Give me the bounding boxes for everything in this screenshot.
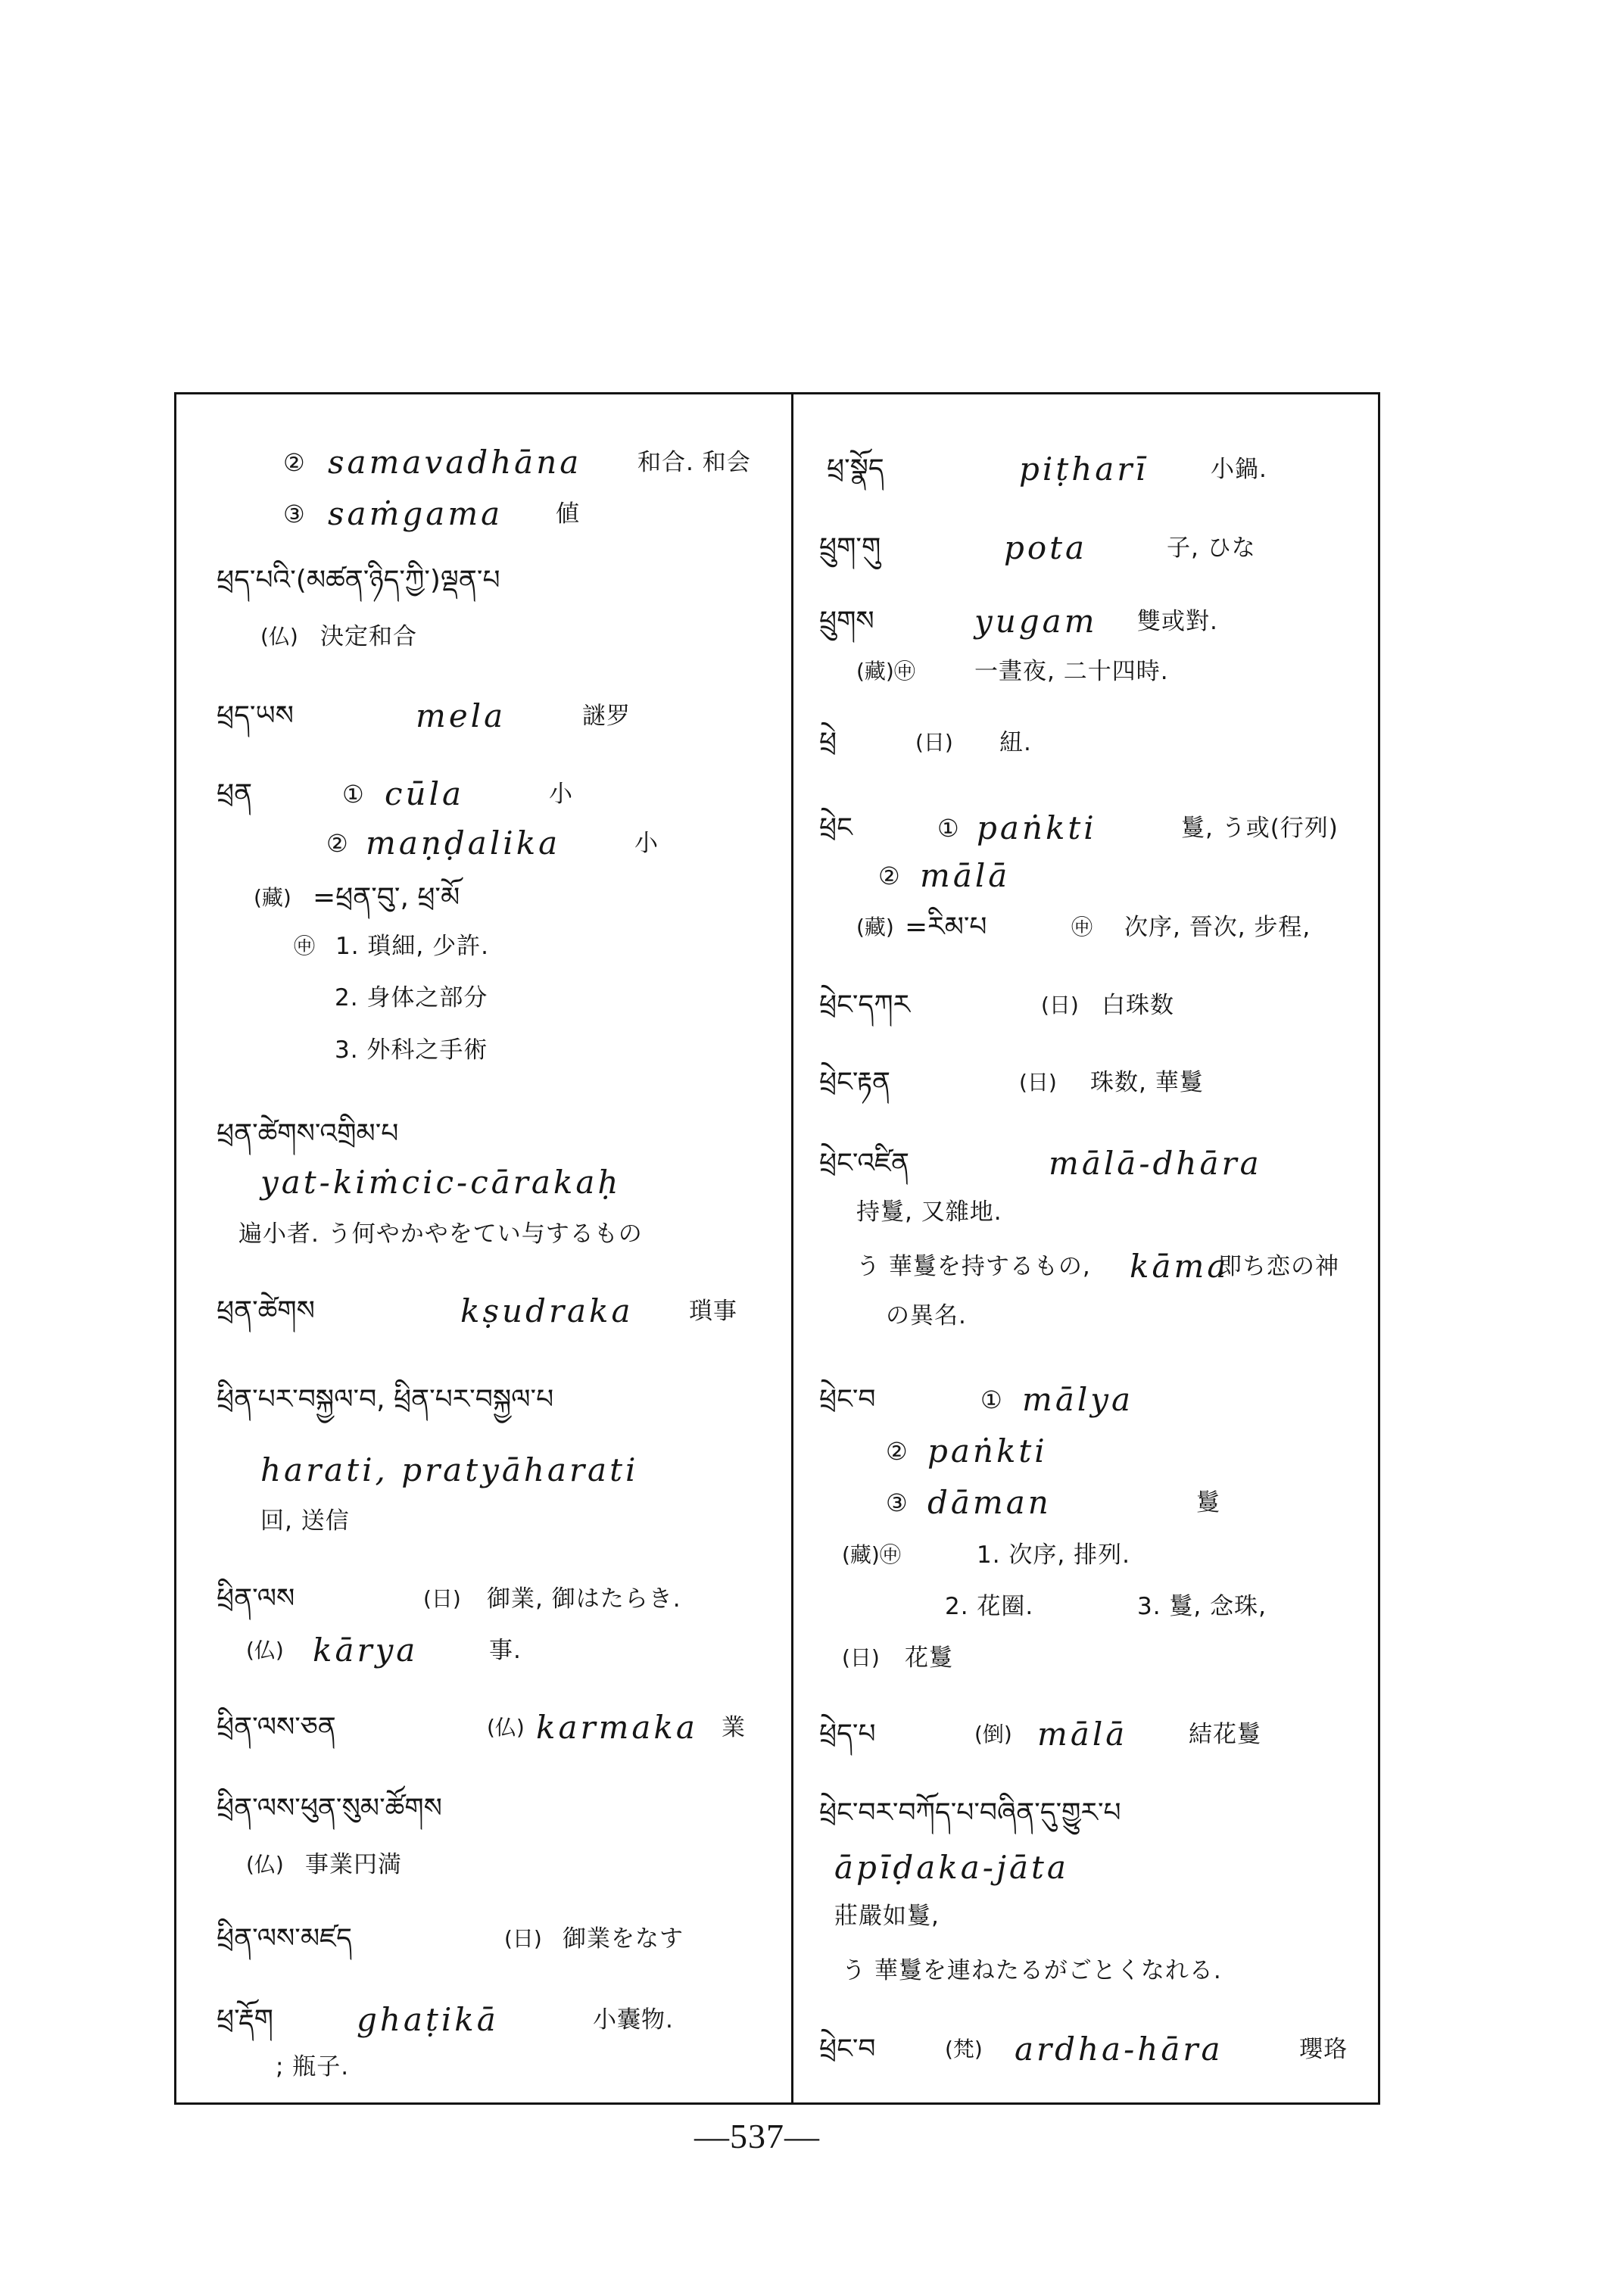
sanskrit-term: kṣudraka — [460, 1292, 634, 1329]
dictionary-line — [176, 1500, 791, 1542]
dictionary-line — [176, 1999, 791, 2041]
gloss: 鬘, う或(行列) — [1181, 815, 1339, 842]
dictionary-line — [176, 1029, 791, 1071]
dictionary-line — [793, 1430, 1378, 1473]
dictionary-line — [793, 527, 1378, 569]
tibetan-headword: ཕྲིན་ལས་ཅན — [217, 1712, 336, 1743]
tibetan-headword: ཕྲན་ཚེགས — [217, 1295, 315, 1326]
gloss: 即ち恋の神 — [1218, 1253, 1339, 1280]
dictionary-line — [176, 695, 791, 737]
sanskrit-term: mālya — [1022, 1381, 1134, 1418]
gloss: 小 — [549, 781, 573, 808]
tibetan-definition: =རིམ་པ — [905, 912, 987, 943]
source-tag: ㊥ — [294, 933, 316, 958]
dictionary-line — [176, 1629, 791, 1672]
sanskrit-term: saṁgama — [328, 495, 503, 532]
tibetan-definition: =ཕྲན་བུ་, ཕྲ་མོ — [313, 882, 460, 913]
gloss: 小囊物. — [593, 2006, 674, 2034]
tibetan-headword: ཕྲེང — [819, 812, 853, 843]
sanskrit-term: mālā-dhāra — [1049, 1145, 1262, 1182]
gloss: 2. 身体之部分 — [335, 984, 488, 1011]
dictionary-line — [176, 1213, 791, 1255]
gloss: 1. 次序, 排列. — [977, 1541, 1130, 1569]
dictionary-line — [793, 1142, 1378, 1185]
gloss: 結花鬘 — [1189, 1721, 1261, 1748]
tibetan-headword: ཕྲིན་པར་བསྐྱལ་བ, ཕྲིན་པར་བསྐྱལ་པ — [217, 1384, 554, 1415]
gloss: 白珠数 — [1102, 992, 1174, 1019]
gloss: 値 — [556, 500, 580, 528]
sanskrit-term: yugam — [974, 603, 1098, 640]
source-tag: (日) — [423, 1586, 461, 1611]
source-tag: (日) — [504, 1926, 542, 1951]
dictionary-line — [793, 1585, 1378, 1628]
dictionary-line — [176, 1578, 791, 1620]
sanskrit-term: mālā — [1037, 1716, 1128, 1753]
sanskrit-term: āpīḍaka-jāta — [834, 1849, 1069, 1886]
dictionary-line — [176, 1844, 791, 1886]
source-tag: (藏)㊥ — [842, 1542, 901, 1567]
dictionary-line — [176, 925, 791, 968]
sanskrit-term: harati, pratyāharati — [260, 1451, 639, 1488]
sanskrit-term: dāman — [927, 1484, 1052, 1521]
sanskrit-term: piṭharī — [1019, 450, 1149, 488]
tibetan-headword: ཕྲེང་རྟན — [819, 1067, 891, 1098]
sanskrit-term: paṅkti — [977, 809, 1097, 846]
gloss: 決定和合 — [320, 623, 417, 650]
sanskrit-term: ghaṭikā — [357, 2001, 499, 2038]
gloss: 子, ひな — [1167, 535, 1256, 562]
source-tag: (藏) — [254, 885, 291, 910]
tibetan-headword: ཕྲེང་བར་བཀོད་པ་བཞིན་དུ་གྱུར་པ — [819, 1797, 1121, 1828]
dictionary-line — [793, 650, 1378, 693]
gloss: 一晝夜, 二十四時. — [974, 658, 1169, 685]
gloss: 珠数, 華鬘 — [1090, 1069, 1204, 1096]
gloss: 小鍋. — [1211, 456, 1267, 483]
dictionary-line — [176, 773, 791, 815]
tibetan-headword: ཕྲད་པའི་(མཚན་ཉིད་ཀྱི་)ལྡན་པ — [217, 565, 500, 596]
dictionary-line — [793, 906, 1378, 949]
dictionary-line — [176, 822, 791, 865]
sense-number: ② — [886, 1437, 908, 1466]
tibetan-headword: ཕྲེང་འཛིན — [819, 1148, 909, 1179]
dictionary-line — [793, 1295, 1378, 1337]
dictionary-line — [176, 1290, 791, 1332]
dictionary-line — [793, 722, 1378, 764]
sanskrit-term: pota — [1004, 529, 1088, 566]
tibetan-headword: ཕྲུག་གུ — [819, 532, 881, 563]
gloss: 鬘 — [1196, 1489, 1220, 1516]
dictionary-line — [793, 1637, 1378, 1679]
sanskrit-term: samavadhāna — [328, 444, 582, 481]
gloss: 御業, 御はたらき. — [487, 1585, 681, 1613]
sanskrit-term: karmaka — [536, 1709, 698, 1746]
dictionary-line — [793, 1379, 1378, 1421]
sense-number: ② — [326, 829, 348, 858]
tibetan-headword: ཕྲ་སྣོད — [827, 454, 884, 485]
source-tag: (日) — [915, 730, 953, 755]
gloss: 次序, 晉次, 步程, — [1124, 914, 1311, 941]
sanskrit-term: paṅkti — [927, 1432, 1048, 1470]
gloss: 業 — [722, 1714, 746, 1741]
dictionary-line — [793, 1895, 1378, 1937]
gloss: 回, 送信 — [260, 1507, 350, 1535]
sanskrit-term: kārya — [313, 1632, 419, 1669]
tibetan-headword: ཕྲེང་བ — [819, 1384, 876, 1415]
dictionary-line — [793, 1792, 1378, 1834]
dictionary-line — [176, 1918, 791, 1960]
dictionary-line — [176, 441, 791, 484]
gloss: 雙或對. — [1137, 608, 1218, 635]
gloss: 事. — [489, 1637, 522, 1664]
page-number: —537— — [694, 2117, 820, 2155]
dictionary-line — [793, 855, 1378, 897]
dictionary-line — [793, 448, 1378, 491]
tibetan-headword: ཕྲུགས — [819, 606, 874, 637]
tibetan-headword: ཕྲེད་པ — [819, 1719, 876, 1750]
gloss: 花鬘 — [905, 1644, 953, 1672]
tibetan-headword: ཕྲེང་དཀར — [819, 990, 911, 1021]
sanskrit-term: cūla — [385, 775, 465, 812]
tibetan-headword: ཕྲེ — [819, 727, 837, 758]
gloss: 3. 外科之手術 — [335, 1036, 488, 1064]
gloss: 持鬘, 又雜地. — [856, 1198, 1002, 1226]
gloss: 謎罗 — [582, 703, 631, 730]
dictionary-line — [793, 1713, 1378, 1756]
dictionary-line — [793, 1482, 1378, 1524]
dictionary-line — [793, 2028, 1378, 2071]
source-tag: (仏) — [487, 1715, 525, 1740]
sense-number: ② — [283, 448, 305, 477]
dictionary-line — [793, 1061, 1378, 1104]
dictionary-line — [176, 1161, 791, 1204]
gloss: 1. 瑣細, 少許. — [335, 933, 489, 960]
source-tag: (日) — [1041, 993, 1079, 1018]
dictionary-line — [793, 1847, 1378, 1889]
gloss: う 華鬘を連ねたるがごとくなれる. — [842, 1957, 1222, 1984]
source-tag: (仏) — [260, 624, 298, 649]
sense-number: ① — [980, 1385, 1002, 1414]
tibetan-headword: ཕྲིན་ལས་མཛད — [217, 1923, 352, 1954]
sense-number: ② — [878, 862, 900, 890]
dictionary-line — [793, 807, 1378, 849]
sense-number: ③ — [886, 1488, 908, 1517]
dictionary-line — [793, 1245, 1378, 1288]
gloss: 瑣事 — [689, 1298, 737, 1325]
source-tag: (倒) — [974, 1722, 1012, 1747]
gloss: 和合. 和会 — [637, 449, 751, 476]
dictionary-line — [793, 984, 1378, 1027]
gloss: 2. 花圈. — [945, 1593, 1034, 1620]
source-tag: (仏) — [246, 1852, 284, 1877]
source-tag: (日) — [1019, 1070, 1057, 1095]
gloss: う 華鬘を持するもの, — [856, 1253, 1091, 1280]
source-tag: (仏) — [246, 1638, 284, 1663]
source-tag: ㊥ — [1071, 915, 1093, 940]
gloss: 小 — [634, 830, 659, 857]
tibetan-headword: ཕྲིན་ལས — [217, 1583, 295, 1614]
source-tag: (藏) — [856, 915, 894, 940]
dictionary-line — [793, 1950, 1378, 1992]
dictionary-line — [793, 1534, 1378, 1576]
dictionary-line — [793, 1191, 1378, 1233]
tibetan-headword: ཕྲིན་ལས་ཕུན་སུམ་ཚོགས — [217, 1793, 442, 1824]
sanskrit-term: mela — [416, 697, 507, 734]
gloss: ; 瓶子. — [276, 2053, 350, 2080]
dictionary-line — [176, 616, 791, 658]
dictionary-line — [176, 1788, 791, 1830]
sanskrit-term: kāma — [1130, 1248, 1230, 1285]
gloss: 事業円満 — [305, 1851, 402, 1878]
tibetan-headword: ཕྲེང་བ — [819, 2034, 876, 2065]
source-tag: (梵) — [945, 2037, 983, 2062]
dictionary-line — [176, 1113, 791, 1155]
dictionary-line — [176, 2046, 791, 2088]
dictionary-line — [176, 493, 791, 535]
gloss: 御業をなす — [563, 1925, 684, 1953]
source-tag: (藏)㊥ — [856, 659, 915, 684]
gloss: 瓔珞 — [1299, 2036, 1348, 2063]
sense-number: ③ — [283, 500, 305, 528]
dictionary-line — [176, 977, 791, 1019]
sanskrit-term: mālā — [920, 857, 1011, 894]
dictionary-line — [176, 559, 791, 602]
tibetan-headword: ཕྲ་རྡོག — [217, 2004, 274, 2035]
sanskrit-term: yat-kiṁcic-cārakaḥ — [260, 1164, 622, 1201]
tibetan-headword: ཕྲན — [217, 778, 253, 809]
left-column — [176, 394, 791, 2102]
gloss: の異名. — [886, 1302, 967, 1329]
gloss: 紐. — [999, 729, 1032, 756]
sanskrit-term: maṇḍalika — [366, 824, 561, 862]
dictionary-line — [176, 877, 791, 919]
tibetan-headword: ཕྲད་ཡས — [217, 700, 294, 731]
sense-number: ① — [937, 814, 959, 843]
tibetan-headword: ཕྲན་ཚེགས་འགྲིམ་པ — [217, 1118, 399, 1149]
gloss: 莊嚴如鬘, — [834, 1903, 940, 1930]
dictionary-line — [176, 1706, 791, 1749]
right-column — [793, 394, 1378, 2102]
gloss: 3. 鬘, 念珠, — [1137, 1593, 1267, 1620]
dictionary-line — [176, 1379, 791, 1421]
dictionary-line — [793, 600, 1378, 643]
gloss: 遍小者. う何やかやをてい与するもの — [238, 1220, 643, 1248]
source-tag: (日) — [842, 1645, 880, 1670]
sanskrit-term: ardha-hāra — [1015, 2031, 1223, 2068]
dictionary-line — [176, 1449, 791, 1491]
sense-number: ① — [342, 780, 364, 809]
